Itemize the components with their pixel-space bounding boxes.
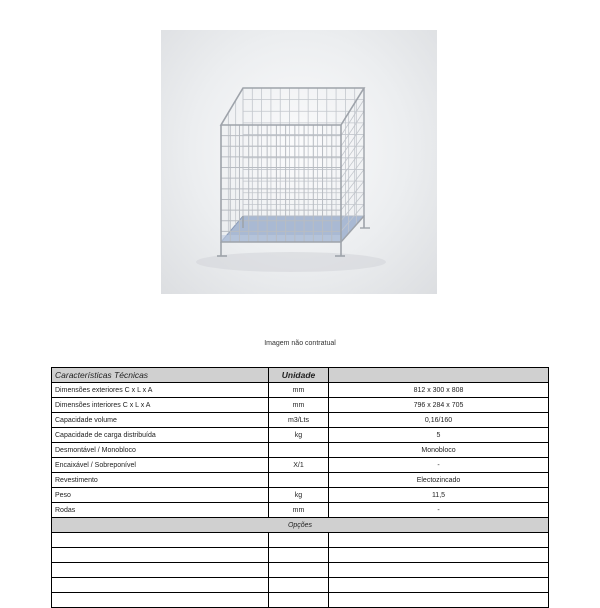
row-unit: mm [269, 383, 329, 398]
table-row [52, 443, 549, 458]
header-unit: Unidade [269, 368, 329, 383]
row-value: - [329, 458, 549, 473]
empty-cell [52, 593, 269, 608]
row-label: Dimensões interiores C x L x A [52, 398, 269, 413]
empty-cell [269, 548, 329, 563]
row-label: Encaixável / Sobreponível [52, 458, 269, 473]
spec-table [51, 367, 549, 608]
row-value: Monobloco [329, 443, 549, 458]
empty-cell [52, 563, 269, 578]
table-row [52, 398, 549, 413]
empty-cell [269, 563, 329, 578]
image-caption: Imagem não contratual [264, 340, 336, 347]
options-row [52, 533, 549, 548]
empty-cell [269, 533, 329, 548]
row-value: 796 x 284 x 705 [329, 398, 549, 413]
row-unit: mm [269, 503, 329, 518]
row-label: Dimensões exteriores C x L x A [52, 383, 269, 398]
row-value: 5 [329, 428, 549, 443]
header-characteristics: Características Técnicas [52, 368, 269, 383]
table-row [52, 383, 549, 398]
options-header-row [52, 518, 549, 533]
empty-cell [329, 563, 549, 578]
row-label: Revestimento [52, 473, 269, 488]
options-row [52, 578, 549, 593]
options-row [52, 563, 549, 578]
empty-cell [52, 548, 269, 563]
row-unit: m3/Lts [269, 413, 329, 428]
row-unit: X/1 [269, 458, 329, 473]
product-photo [161, 30, 437, 294]
row-label: Peso [52, 488, 269, 503]
options-title: Opções [52, 518, 549, 533]
options-row [52, 593, 549, 608]
table-row [52, 503, 549, 518]
spec-table-header [52, 368, 549, 383]
table-row [52, 413, 549, 428]
row-label: Capacidade volume [52, 413, 269, 428]
row-unit: kg [269, 428, 329, 443]
row-value: 812 x 300 x 808 [329, 383, 549, 398]
empty-cell [52, 533, 269, 548]
empty-cell [329, 578, 549, 593]
empty-cell [269, 578, 329, 593]
row-unit [269, 443, 329, 458]
empty-cell [269, 593, 329, 608]
row-label: Desmontável / Monobloco [52, 443, 269, 458]
row-value: - [329, 503, 549, 518]
header-value [329, 368, 549, 383]
table-row [52, 473, 549, 488]
row-value: Electozincado [329, 473, 549, 488]
row-unit [269, 473, 329, 488]
row-unit: mm [269, 398, 329, 413]
empty-cell [329, 548, 549, 563]
row-label: Rodas [52, 503, 269, 518]
table-row [52, 488, 549, 503]
table-row [52, 428, 549, 443]
wire-basket-illustration [161, 30, 437, 294]
row-value: 0,16/160 [329, 413, 549, 428]
table-row [52, 458, 549, 473]
options-row [52, 548, 549, 563]
empty-cell [329, 593, 549, 608]
empty-cell [52, 578, 269, 593]
row-unit: kg [269, 488, 329, 503]
empty-cell [329, 533, 549, 548]
row-value: 11,5 [329, 488, 549, 503]
row-label: Capacidade de carga distribuída [52, 428, 269, 443]
